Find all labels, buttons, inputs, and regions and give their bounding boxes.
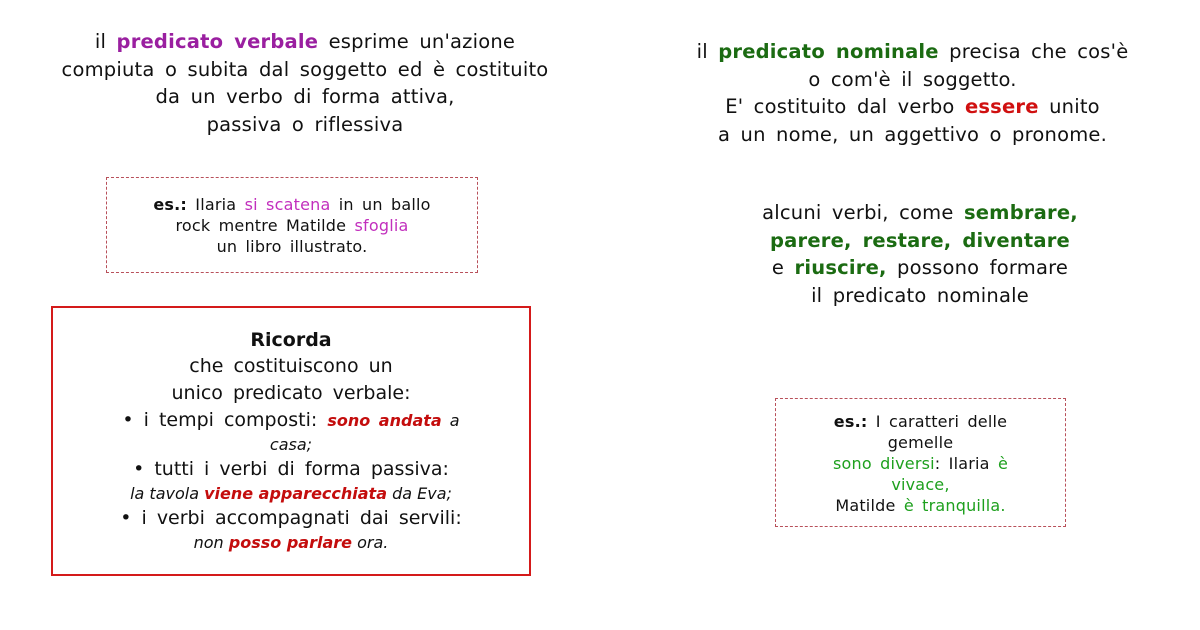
term-predicato-nominale: predicato nominale — [718, 40, 939, 63]
example-line — [107, 194, 477, 215]
example-line — [776, 453, 1065, 474]
term-verb: sembrare, — [963, 201, 1078, 224]
text: il — [696, 40, 708, 63]
example-verb: sono andata — [327, 411, 442, 430]
text: e — [771, 256, 785, 279]
text: in un ballo — [338, 195, 431, 214]
example-verb: sfoglia — [354, 216, 409, 235]
text: : Ilaria — [934, 454, 990, 473]
term-verbs-line: parere, restare, diventare — [770, 228, 1070, 252]
definition-line: da un verbo di forma attiva, — [155, 85, 455, 108]
note-line — [690, 199, 1150, 227]
example-predicate: sono diversi — [832, 454, 935, 473]
bullet-forma-passiva: • tutti i verbi di forma passiva: — [133, 458, 449, 480]
example-line — [776, 411, 1065, 432]
example-predicate: è — [997, 454, 1009, 473]
text: rock mentre Matilde — [175, 216, 347, 235]
text: ora. — [357, 533, 389, 552]
text: il — [94, 30, 107, 53]
example-predicate: vivace, — [891, 475, 950, 494]
note-line — [690, 254, 1150, 282]
example-predicate: è tranquilla. — [903, 496, 1006, 515]
verbi-copulativi-note — [690, 199, 1150, 309]
ricorda-example — [53, 483, 529, 505]
ricorda-line: che costituiscono un — [189, 355, 393, 377]
cropped-text-fragment — [455, 622, 785, 630]
text: Ilaria — [195, 195, 237, 214]
text: unito — [1049, 95, 1100, 118]
text: alcuni verbi, come — [762, 201, 954, 224]
text: precisa che cos'è — [949, 40, 1129, 63]
definition-line — [40, 28, 570, 56]
example-line: un libro illustrato. — [216, 237, 368, 256]
example-line — [776, 495, 1065, 516]
definition-line: compiuta o subita dal soggetto ed è costituito — [61, 57, 549, 81]
example-verb: si scatena — [244, 195, 331, 214]
example-line: gemelle — [887, 433, 954, 452]
example-box-verbale — [106, 177, 478, 273]
example-box-nominale — [775, 398, 1066, 527]
definition-line: o com'è il soggetto. — [808, 67, 1017, 91]
text: I caratteri delle — [875, 412, 1008, 431]
ricorda-title: Ricorda — [250, 329, 332, 351]
text: Matilde — [835, 496, 896, 515]
text: • i tempi composti: — [122, 409, 318, 431]
definition-line — [640, 38, 1185, 66]
example-line — [107, 215, 477, 236]
text: da Eva; — [392, 484, 452, 503]
ricorda-box — [51, 306, 531, 576]
ricorda-line: casa; — [269, 435, 313, 454]
bullet-tempi-composti — [53, 407, 529, 434]
note-line: il predicato nominale — [811, 283, 1029, 307]
definition-line: passiva o riflessiva — [206, 112, 404, 136]
term-predicato-verbale: predicato verbale — [116, 30, 319, 53]
definition-line — [640, 93, 1185, 121]
bullet-servili: • i verbi accompagnati dai servili: — [120, 507, 462, 529]
text: E' costituito dal verbo — [725, 95, 955, 118]
text: esprime un'azione — [328, 30, 516, 53]
ricorda-example — [53, 532, 529, 554]
term-verb: riuscire, — [794, 256, 887, 279]
example-label: es.: — [153, 195, 187, 214]
predicato-nominale-definition — [640, 38, 1185, 148]
ricorda-line: unico predicato verbale: — [171, 382, 411, 404]
predicato-verbale-definition — [40, 28, 570, 138]
text: a — [449, 411, 460, 430]
definition-line: a un nome, un aggettivo o pronome. — [717, 122, 1108, 146]
text: la tavola — [130, 484, 199, 503]
example-label: es.: — [833, 412, 868, 431]
text: possono formare — [897, 256, 1069, 279]
example-verb: viene apparecchiata — [204, 484, 387, 503]
example-verb: posso parlare — [228, 533, 353, 552]
term-essere: essere — [964, 95, 1039, 118]
text: non — [193, 533, 224, 552]
